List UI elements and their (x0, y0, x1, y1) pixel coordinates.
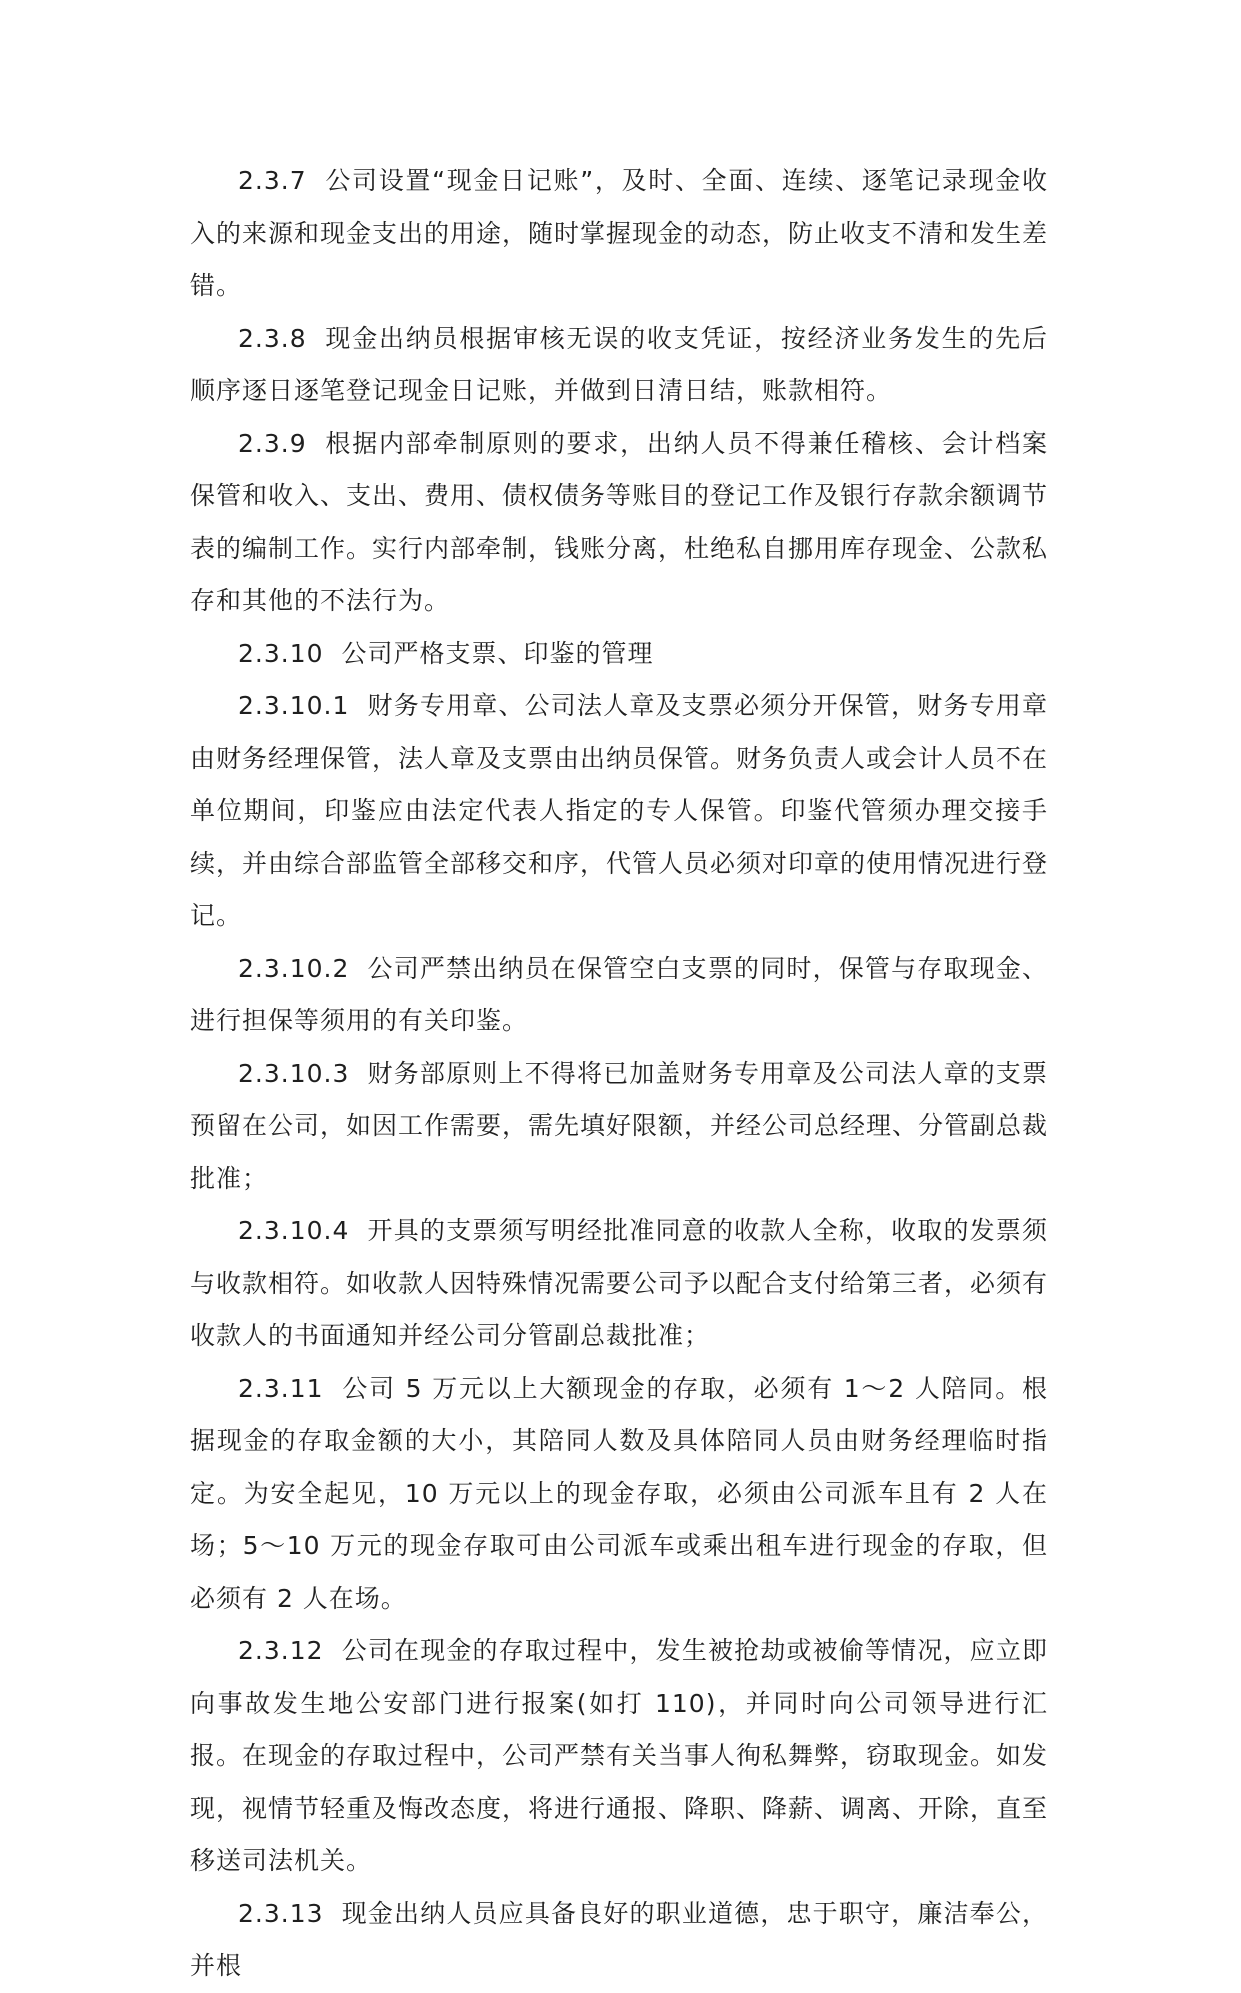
clause-number: 2.3.10.1 (238, 691, 350, 720)
clause-text: 开具的支票须写明经批准同意的收款人全称，收取的发票须与收款相符。如收款人因特殊情况需要公司予以配合支付给第三者，必须有收款人的书面通知并经公司分管副总裁批准； (190, 1216, 1049, 1350)
clause-text: 根据内部牵制原则的要求，出纳人员不得兼任稽核、会计档案保管和收入、支出、费用、债权债务等账目的登记工作及银行存款余额调节表的编制工作。实行内部牵制，钱账分离，杜绝私自挪用库存现金、公款私存和其他的不法行为。 (190, 428, 1049, 615)
clause-text: 公司设置“现金日记账”，及时、全面、连续、逐笔记录现金收入的来源和现金支出的用途，随时掌握现金的动态，防止收支不清和发生差错。 (190, 166, 1049, 300)
clause-number: 2.3.13 (238, 1898, 324, 1928)
clause-number: 2.3.10.3 (238, 1058, 350, 1088)
clause-number: 2.3.8 (238, 323, 307, 353)
clause-text: 公司严禁出纳员在保管空白支票的同时，保管与存取现金、进行担保等须用的有关印鉴。 (190, 953, 1048, 1035)
clause-2-3-10-4 (190, 1205, 1048, 1363)
clause-2-3-10-1 (190, 680, 1048, 943)
clause-2-3-10-2 (190, 943, 1048, 1048)
clause-number: 2.3.10.2 (238, 953, 350, 983)
clause-2-3-12 (190, 1625, 1048, 1888)
clause-number: 2.3.11 (238, 1373, 324, 1403)
clause-2-3-8 (190, 313, 1048, 418)
clause-text: 公司严格支票、印鉴的管理 (341, 638, 654, 668)
clause-number: 2.3.10 (238, 638, 324, 668)
clause-2-3-10-3 (190, 1048, 1048, 1206)
clause-2-3-9 (190, 418, 1048, 628)
clause-text: 现金出纳人员应具备良好的职业道德，忠于职守，廉洁奉公，并根 (190, 1898, 1048, 1980)
clause-text: 财务部原则上不得将已加盖财务专用章及公司法人章的支票预留在公司，如因工作需要，需先填好限额，并经公司总经理、分管副总裁批准； (190, 1058, 1049, 1193)
clause-number: 2.3.9 (238, 428, 307, 458)
clause-number: 2.3.12 (238, 1636, 324, 1665)
clause-text: 公司 5 万元以上大额现金的存取，必须有 1～2 人陪同。根据现金的存取金额的大小，其陪同人数及具体陪同人员由财务经理临时指定。为安全起见，10 万元以上的现金存取，必须由公司派车且有 2 人在场；5～10 万元的现金存取可由公司派车或乘出租车进行现金的存取，但必须有 2 人在场。 (190, 1373, 1048, 1613)
clause-2-3-7 (190, 155, 1048, 313)
clause-2-3-10 (190, 628, 1048, 681)
clause-2-3-13 (190, 1888, 1048, 1993)
document-body (190, 155, 1048, 1993)
clause-text: 财务专用章、公司法人章及支票必须分开保管，财务专用章由财务经理保管，法人章及支票由出纳员保管。财务负责人或会计人员不在单位期间，印鉴应由法定代表人指定的专人保管。印鉴代管须办理交接手续，并由综合部监管全部移交和序，代管人员必须对印章的使用情况进行登记。 (190, 691, 1049, 930)
clause-2-3-11 (190, 1363, 1048, 1626)
clause-text: 现金出纳员根据审核无误的收支凭证，按经济业务发生的先后顺序逐日逐笔登记现金日记账，并做到日清日结，账款相符。 (190, 323, 1048, 405)
clause-number: 2.3.10.4 (238, 1216, 350, 1245)
clause-text: 公司在现金的存取过程中，发生被抢劫或被偷等情况，应立即向事故发生地公安部门进行报案(如打 110)，并同时向公司领导进行汇报。在现金的存取过程中，公司严禁有关当事人徇私舞弊，窃取现金。如发现，视情节轻重及悔改态度，将进行通报、降职、降薪、调离、开除，直至移送司法机关。 (190, 1636, 1049, 1875)
clause-number: 2.3.7 (238, 166, 307, 195)
